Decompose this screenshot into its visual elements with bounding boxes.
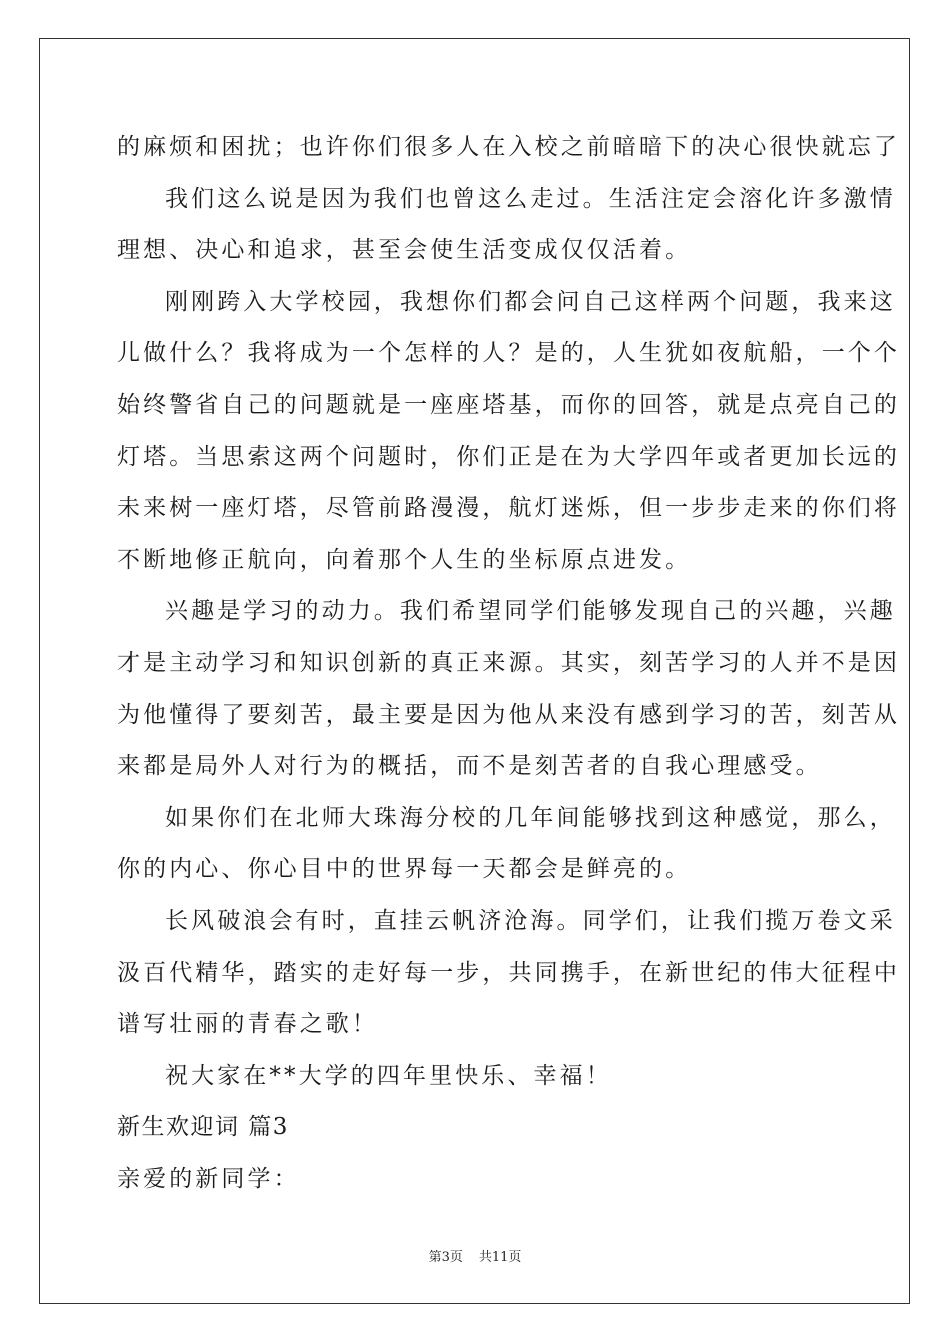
paragraph-line: 你的内心、你心目中的世界每一天都会是鲜亮的。 bbox=[117, 856, 692, 883]
paragraph-line: 的麻烦和困扰；也许你们很多人在入校之前暗暗下的决心很快就忘了 bbox=[117, 134, 900, 160]
paragraph-line: 儿做什么？我将成为一个怎样的人？是的，人生犹如夜航船，一个个 bbox=[117, 340, 900, 367]
page-number: 第3页 bbox=[428, 1250, 463, 1265]
page-footer bbox=[0, 1246, 950, 1265]
paragraph-line: 理想、决心和追求，甚至会使生活变成仅仅活着。 bbox=[117, 237, 692, 264]
paragraph-line: 汲百代精华，踏实的走好每一步，共同携手，在新世纪的伟大征程中 bbox=[117, 959, 900, 986]
closing-line: 祝大家在**大学的四年里快乐、幸福！ bbox=[165, 1062, 612, 1089]
section-heading: 新生欢迎词 篇3 bbox=[117, 1114, 289, 1141]
paragraph-line: 灯塔。当思索这两个问题时，你们正是在为大学四年或者更加长远的 bbox=[117, 443, 900, 470]
paragraph-line: 才是主动学习和知识创新的真正来源。其实，刻苦学习的人并不是因 bbox=[117, 649, 900, 676]
paragraph-line: 兴趣是学习的动力。我们希望同学们能够发现自己的兴趣，兴趣 bbox=[165, 598, 896, 625]
paragraph-line: 谱写壮丽的青春之歌！ bbox=[117, 1011, 378, 1038]
paragraph-line: 始终警省自己的问题就是一座座塔基，而你的回答，就是点亮自己的 bbox=[117, 391, 900, 418]
paragraph-line: 来都是局外人对行为的概括，而不是刻苦者的自我心理感受。 bbox=[117, 753, 822, 780]
paragraph-line: 我们这么说是因为我们也曾这么走过。生活注定会溶化许多激情 bbox=[165, 185, 896, 212]
page-total: 共11页 bbox=[478, 1250, 522, 1265]
paragraph-line: 不断地修正航向，向着那个人生的坐标原点进发。 bbox=[117, 546, 692, 573]
paragraph-line: 未来树一座灯塔，尽管前路漫漫，航灯迷烁，但一步步走来的你们将 bbox=[117, 495, 900, 522]
paragraph-line: 长风破浪会有时，直挂云帆济沧海。同学们，让我们揽万卷文采 bbox=[165, 907, 896, 934]
paragraph-line: 如果你们在北师大珠海分校的几年间能够找到这种感觉，那么， bbox=[165, 804, 896, 831]
document-body bbox=[117, 127, 900, 1210]
salutation: 亲爱的新同学： bbox=[117, 1165, 300, 1192]
paragraph-line: 为他懂得了要刻苦，最主要是因为他从来没有感到学习的苦，刻苦从 bbox=[117, 701, 900, 728]
paragraph-line: 刚刚跨入大学校园，我想你们都会问自己这样两个问题，我来这 bbox=[165, 288, 896, 315]
